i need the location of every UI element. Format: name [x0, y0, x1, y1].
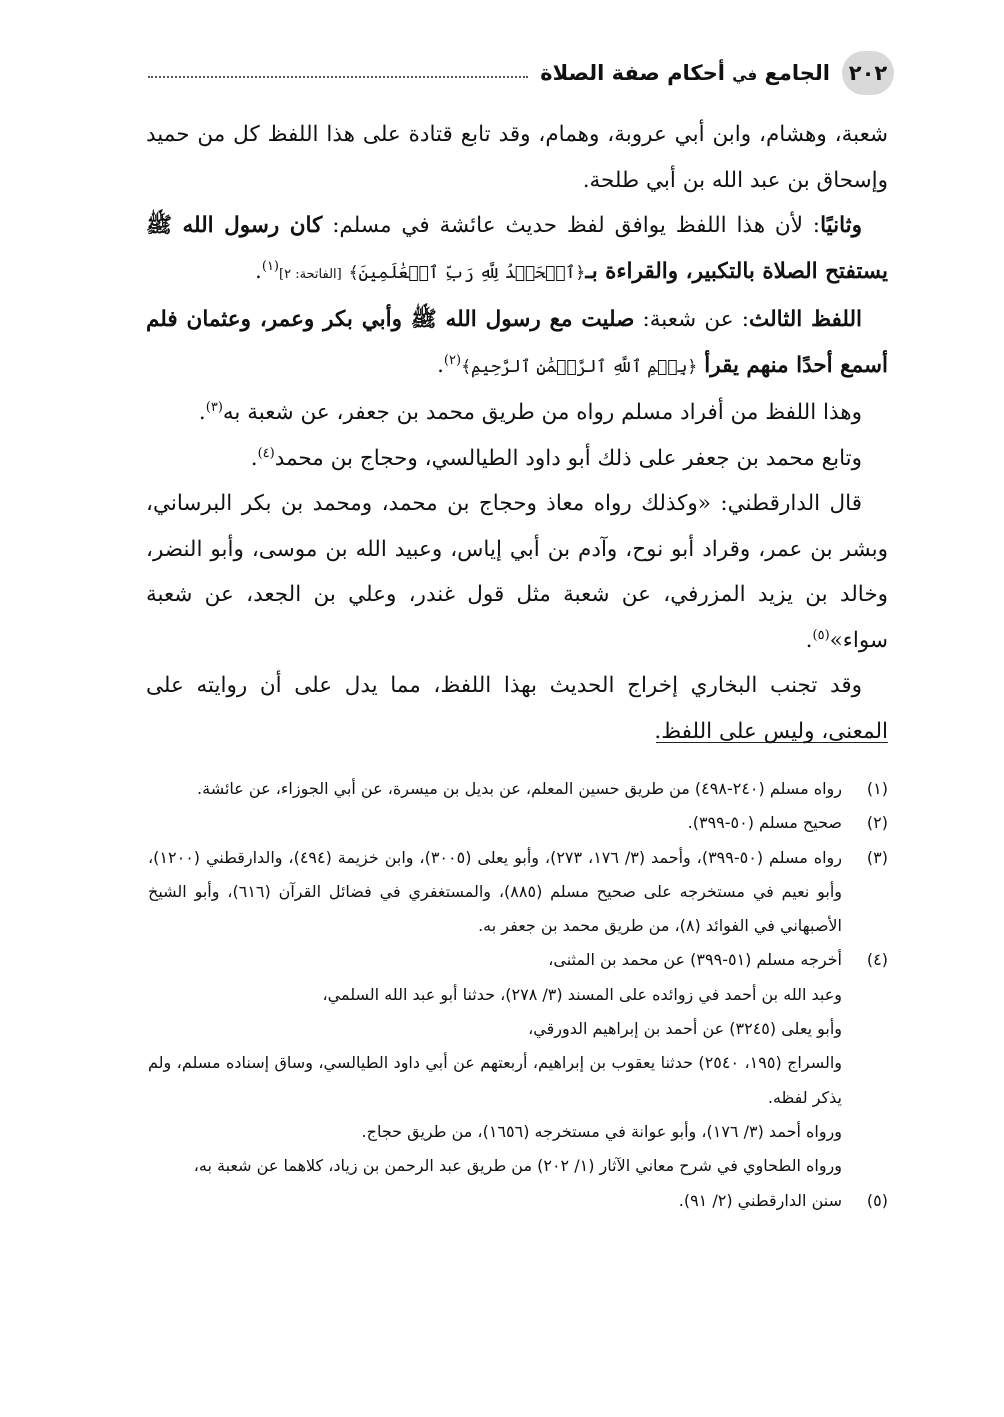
- footnote-number: (١): [866, 779, 888, 798]
- footnote-number: (٢): [866, 813, 888, 833]
- paragraph-2-end: .: [255, 258, 262, 284]
- footnote-ref-5[interactable]: (٥): [812, 627, 830, 643]
- paragraph-2-quran-reference: [الفاتحة: ٢]: [279, 266, 342, 282]
- paragraph-7: وقد تجنب البخاري إخراج الحديث بهذا اللفظ، مما يدل على أن روايته على المعنى، وليس على اللفظ.: [146, 673, 888, 744]
- footnote-line: سنن الدارقطني (٢/ ٩١).: [678, 1190, 842, 1210]
- paragraph-4: [146, 390, 888, 436]
- footnote-line: أخرجه مسلم (٥١-٣٩٩) عن محمد بن المثنى،: [548, 950, 842, 970]
- paragraph-3-end: .: [437, 352, 444, 378]
- footnote-line: رواه مسلم (٢٤٠-٤٩٨) من طريق حسين المعلم، عن بديل بن ميسرة، عن أبي الجوزاء، عن عائشة.: [197, 779, 842, 798]
- paragraph-2-label: وثانيًا: [820, 213, 863, 238]
- header-dotted-leader: [148, 76, 528, 78]
- footnote-5: [148, 1184, 888, 1218]
- footnote-line: وعبد الله بن أحمد في زوائده على المسند (٣/ ٢٧٨)، حدثنا أبو عبد الله السلمي،: [322, 984, 842, 1004]
- footnote-separator: [656, 742, 888, 743]
- footnote-ref-1[interactable]: (١): [261, 258, 279, 274]
- footnote-line: ورواه الطحاوي في شرح معاني الآثار (١/ ٢٠٢) من طريق عبد الرحمن بن زياد، كلاهما عن شعبة به،: [193, 1156, 842, 1176]
- paragraph-5: [146, 436, 888, 482]
- paragraph-1: شعبة، وهشام، وابن أبي عروبة، وهمام، وقد تابع قتادة على هذا اللفظ كل من حميد وإسحاق بن عبد الله بن أبي طلحة.: [146, 122, 888, 193]
- footnote-3: [148, 841, 888, 944]
- paragraph-3-label: اللفظ الثالث: [749, 307, 862, 332]
- footnotes: [148, 772, 888, 1218]
- footnote-text: [148, 772, 842, 806]
- footnote-4: [148, 943, 888, 1183]
- footnote-number: (٣): [866, 847, 888, 867]
- footnote-number: (٥): [866, 1190, 888, 1210]
- footnote-line: صحيح مسلم (٥٠-٣٩٩).: [687, 813, 842, 833]
- footnote-text: [148, 806, 842, 840]
- running-title-part3: أحكام صفة الصلاة: [540, 61, 725, 85]
- footnote-text: [148, 1184, 842, 1218]
- footnote-ref-2[interactable]: (٢): [443, 352, 462, 368]
- paragraph-6-end: .: [805, 627, 813, 653]
- paragraph-5-text: وتابع محمد بن جعفر على ذلك أبو داود الطيالسي، وحجاج بن محمد: [274, 445, 862, 471]
- running-title-part1: الجامع: [764, 61, 830, 85]
- footnote-line: ورواه أحمد (٣/ ١٧٦)، وأبو عوانة في مستخرجه (١٦٥٦)، من طريق حجاج.: [361, 1121, 842, 1141]
- footnote-line: والسراج (١٩٥، ٢٥٤٠) حدثنا يعقوب بن إبراهيم، أربعتهم عن أبي داود الطيالسي، وساق إسناده مسلم، ولم يذكر لفظه.: [148, 1053, 843, 1107]
- footnote-text: [148, 841, 842, 944]
- page-number-badge: [842, 51, 894, 95]
- paragraph-3-text: : عن شعبة:: [634, 307, 749, 332]
- paragraph-3-quran-verse: ﴿بِسۡمِ ٱللَّهِ ٱلرَّحۡمَٰنِ ٱلرَّحِيمِ﴾: [461, 356, 698, 377]
- page-number: ٢٠٢: [848, 61, 888, 85]
- paragraph-2-quran-verse: ﴿ٱلۡحَمۡدُ لِلَّهِ رَبِّ ٱلۡعَٰلَمِينَ﴾: [348, 262, 586, 283]
- paragraph-2-hadith: كان رسول الله ﷺ يستفتح الصلاة بالتكبير، والقراءة بـ: [146, 213, 888, 284]
- footnote-ref-4[interactable]: (٤): [257, 445, 275, 461]
- paragraph-6-text: قال الدارقطني: «وكذلك رواه معاذ وحجاج بن محمد، ومحمد بن بكر البرساني، وبشر بن عمر، وقراد أبو نوح، وآدم بن أبي إياس، وعبيد الله بن موسى، وأبو النضر، وخالد بن يزيد المزرفي، عن شعبة مثل قول غندر، وعلي بن الجعد، عن شعبة سواء»: [146, 491, 888, 653]
- main-text: [146, 112, 888, 754]
- paragraph-3-hadith: صليت مع رسول الله ﷺ وأبي بكر وعمر، وعثمان فلم أسمع أحدًا منهم يقرأ: [146, 307, 888, 378]
- footnote-2: [148, 806, 888, 840]
- footnote-number: (٤): [866, 950, 888, 970]
- paragraph-2-text: : لأن هذا اللفظ يوافق لفظ حديث عائشة في مسلم:: [322, 213, 821, 238]
- paragraph-4-text: وهذا اللفظ من أفراد مسلم رواه من طريق محمد بن جعفر، عن شعبة به: [222, 400, 862, 425]
- footnote-line: وأبو يعلى (٣٢٤٥) عن أحمد بن إبراهيم الدورقي،: [528, 1019, 842, 1039]
- footnote-line: رواه مسلم (٥٠-٣٩٩)، وأحمد (٣/ ١٧٦، ٢٧٣)، وأبو يعلى (٣٠٠٥)، وابن خزيمة (٤٩٤)، والدارقطني (١٢٠٠)، وأبو نعيم في مستخرجه على صحيح مسلم (٨٨٥)، والمستغفري في فضائل القرآن (٦١٦)، وأبو الشيخ الأصبهاني في الفوائد (٨)، من طريق محمد بن جعفر به.: [148, 847, 843, 936]
- paragraph-6: [146, 481, 888, 663]
- paragraph-5-end: .: [250, 445, 258, 471]
- paragraph-2: [146, 203, 888, 297]
- running-title-part2: في: [732, 66, 758, 84]
- footnote-text: [148, 943, 842, 1183]
- footnote-1: [148, 772, 888, 806]
- page-header: [148, 48, 894, 98]
- paragraph-3: [146, 297, 888, 390]
- paragraph-4-end: .: [198, 400, 206, 425]
- footnote-ref-3[interactable]: (٣): [205, 399, 223, 415]
- running-title: [540, 61, 830, 85]
